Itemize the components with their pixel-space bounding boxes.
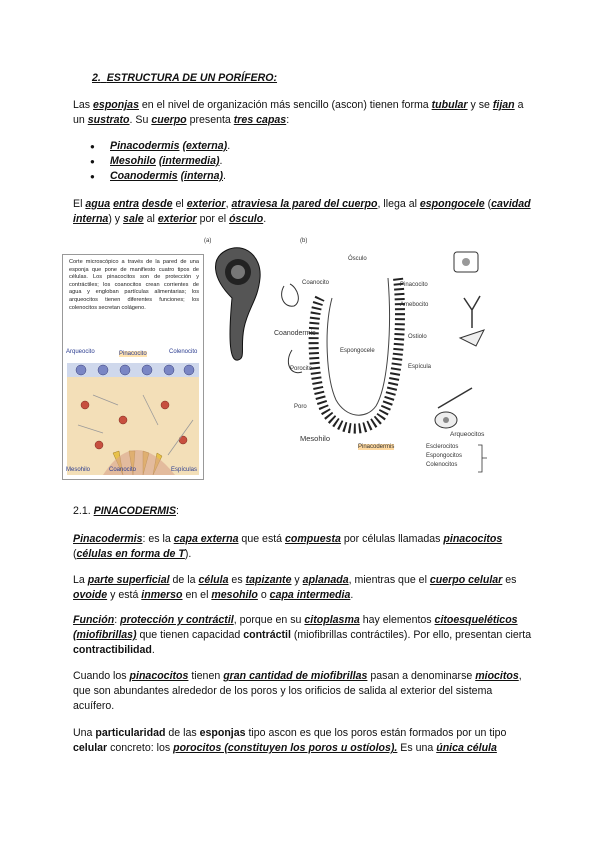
label-coanodermis: Coanodermis [274, 330, 316, 337]
emphasis-text: parte superficial [87, 574, 170, 586]
layer-list [90, 139, 230, 184]
emphasis-text: (externa) [182, 140, 228, 152]
function-paragraph [73, 613, 533, 658]
text-run: al [143, 213, 158, 225]
label-ostiolo: Ostiolo [408, 334, 427, 340]
emphasis-text: entra [113, 198, 139, 210]
cell-shape-paragraph [73, 573, 533, 603]
text-run: . [223, 170, 226, 182]
text-run: . [350, 589, 354, 601]
text-run: . [219, 155, 223, 167]
label-coanocito-box: Coanocito [109, 467, 137, 473]
water-flow-paragraph [73, 197, 533, 227]
text-run: , que son abundantes alrededor de los poros y los orificios de salida al exterior del sistema acuífero. [73, 670, 522, 712]
emphasis-text: celular [73, 742, 108, 754]
section-number: 2. [92, 72, 101, 84]
text-run: es [228, 574, 246, 586]
label-osculo: Ósculo [348, 256, 367, 262]
emphasis-text: compuesta [285, 533, 341, 545]
emphasis-text: agua [85, 198, 111, 210]
emphasis-text: esponjas [199, 727, 246, 739]
emphasis-text: células en forma de T [76, 548, 185, 560]
section-heading [92, 72, 277, 84]
label-poro: Poro [294, 404, 307, 410]
label-b: (b) [300, 238, 308, 244]
emphasis-text: ósculo [229, 213, 264, 225]
text-run: El [73, 198, 86, 210]
emphasis-text: cuerpo [151, 114, 187, 126]
text-run: ( [73, 548, 77, 560]
emphasis-text: particularidad [95, 727, 166, 739]
label-pinacocito: Pinacocito [119, 351, 147, 357]
emphasis-text: pinacocitos [129, 670, 189, 682]
emphasis-text: tubular [431, 99, 468, 111]
text-run: . [227, 140, 231, 152]
text-run: o [257, 589, 270, 601]
text-run: , mientras que el [348, 574, 430, 586]
text-run: y se [467, 99, 493, 111]
section-title: ESTRUCTURA DE UN PORÍFERO: [106, 72, 278, 84]
emphasis-text: sale [123, 213, 144, 225]
emphasis-text: (interna) [180, 170, 224, 182]
label-espiculas: Espículas [171, 467, 198, 473]
emphasis-text: Pinacodermis [110, 140, 180, 152]
bracket-icon [476, 444, 488, 474]
text-run: : es la [142, 533, 174, 545]
subsection-heading [73, 505, 179, 517]
text-run: : [114, 614, 121, 626]
text-run: ( [484, 198, 492, 210]
text-run: Las [73, 99, 94, 111]
subsection-number: 2.1. [73, 505, 94, 517]
label-colenocitos: Colenocitos [426, 462, 458, 468]
emphasis-text: Función [73, 614, 115, 626]
text-run: , porque en su [233, 614, 305, 626]
emphasis-text: Coanodermis [110, 170, 178, 182]
emphasis-text: miocitos [475, 670, 519, 682]
emphasis-text: porocitos (constituyen los poros u ostíolos). [173, 742, 398, 754]
text-run: que tienen capacidad [136, 629, 244, 641]
label-amebocito: Amebocito [400, 302, 429, 308]
text-run: pasan a denominarse [367, 670, 476, 682]
emphasis-text: gran cantidad de miofibrillas [223, 670, 368, 682]
emphasis-text: desde [141, 198, 173, 210]
emphasis-text: Mesohilo [110, 155, 156, 167]
label-porocito: Porocito [290, 366, 313, 372]
emphasis-text: tapizante [245, 574, 292, 586]
text-run: Es una [397, 742, 437, 754]
list-item-coanodermis [90, 169, 230, 184]
sponge-figure [62, 238, 540, 478]
miocitos-paragraph [73, 669, 533, 714]
text-run: Cuando los [73, 670, 130, 682]
text-run: que está [238, 533, 286, 545]
label-esclerocitos: Esclerocitos [426, 444, 459, 450]
label-arqueocitos: Arqueocitos [450, 431, 485, 438]
subsection-colon: : [176, 505, 179, 517]
text-run: Una [73, 727, 96, 739]
emphasis-text: espongocele [419, 198, 485, 210]
emphasis-text: sustrato [87, 114, 130, 126]
text-run: . Su [129, 114, 152, 126]
text-run: tienen [188, 670, 224, 682]
emphasis-text: aplanada [302, 574, 349, 586]
emphasis-text: exterior [157, 213, 197, 225]
intro-paragraph [73, 98, 533, 128]
emphasis-text: cuerpo celular [429, 574, 503, 586]
text-run: . [151, 644, 155, 656]
label-espongocitos: Espongocitos [426, 453, 463, 459]
emphasis-text: atraviesa la pared del cuerpo [231, 198, 378, 210]
label-arqueocito: Arqueocito [66, 349, 95, 355]
emphasis-text: única célula [436, 742, 497, 754]
text-run: por células llamadas [340, 533, 444, 545]
text-run: y [291, 574, 303, 586]
emphasis-text: inmerso [141, 589, 183, 601]
label-pinacocito: Pinacocito [400, 282, 428, 288]
text-run: por el [196, 213, 230, 225]
subsection-title: PINACODERMIS [93, 505, 177, 517]
emphasis-text: contráctil [243, 629, 291, 641]
label-pinacodermis: Pinacodermis [358, 444, 395, 450]
emphasis-text: pinacocitos [443, 533, 503, 545]
text-run: el [172, 198, 187, 210]
text-run: a un [73, 99, 524, 126]
text-run: ) y [108, 213, 124, 225]
label-espongocele: Espongocele [340, 348, 375, 354]
list-item-mesohilo [90, 154, 230, 169]
label-a: (a) [204, 238, 212, 244]
porocitos-paragraph [73, 726, 533, 756]
text-run: , [225, 198, 232, 210]
text-run: ). [184, 548, 192, 560]
text-run: y está [107, 589, 142, 601]
emphasis-text: citoplasma [304, 614, 360, 626]
emphasis-text: capa externa [173, 533, 239, 545]
pinacodermis-definition [73, 532, 533, 562]
text-run: en el nivel de organización más sencillo (ascon) tienen forma [138, 99, 432, 111]
emphasis-text: cavidad interna [73, 198, 531, 225]
text-run: (miofibrillas contráctiles). Por ello, presentan cierta [290, 629, 532, 641]
list-item-pinacodermis [90, 139, 230, 154]
text-run: es [502, 574, 517, 586]
text-run: : [286, 114, 290, 126]
figure-caption: Corte microscópico a través de la pared de una esponja que pone de manifiesto cuatro tipos de células. Los pinacocitos son de protección y contráctiles; los coanocitos crean corrientes de agua y engloban partículas alimentarias; los arqueocitos tienen diferentes funciones; los colenocitos secretan colágeno. [69, 259, 199, 311]
label-coanocito: Coanocito [302, 280, 330, 286]
emphasis-text: protección y contráctil [120, 614, 234, 626]
text-run: de las [165, 727, 200, 739]
text-run: . [263, 213, 267, 225]
emphasis-text: tres capas [233, 114, 287, 126]
text-run: La [73, 574, 88, 586]
emphasis-text: célula [198, 574, 229, 586]
text-run: de la [169, 574, 199, 586]
text-run: concreto: los [107, 742, 174, 754]
text-run: en el [182, 589, 212, 601]
text-run: tipo ascon es que los poros están formados por un tipo [245, 727, 507, 739]
label-espicula: Espícula [408, 364, 432, 370]
text-run: hay elementos [359, 614, 435, 626]
text-run: , llega al [377, 198, 420, 210]
emphasis-text: ovoide [73, 589, 108, 601]
emphasis-text: capa intermedia [269, 589, 351, 601]
label-mesohilo-box: Mesohilo [66, 467, 91, 473]
emphasis-text: citoesqueléticos (miofibrillas) [73, 614, 518, 641]
emphasis-text: contractibilidad [73, 644, 152, 656]
label-colenocito: Colenocito [169, 349, 198, 355]
emphasis-text: (intermedia) [158, 155, 220, 167]
emphasis-text: exterior [186, 198, 226, 210]
emphasis-text: esponjas [93, 99, 139, 111]
emphasis-text: mesohilo [211, 589, 258, 601]
emphasis-text: fijan [492, 99, 515, 111]
text-run: presenta [186, 114, 234, 126]
emphasis-text: Pinacodermis [73, 533, 143, 545]
label-mesohilo: Mesohilo [300, 434, 331, 443]
